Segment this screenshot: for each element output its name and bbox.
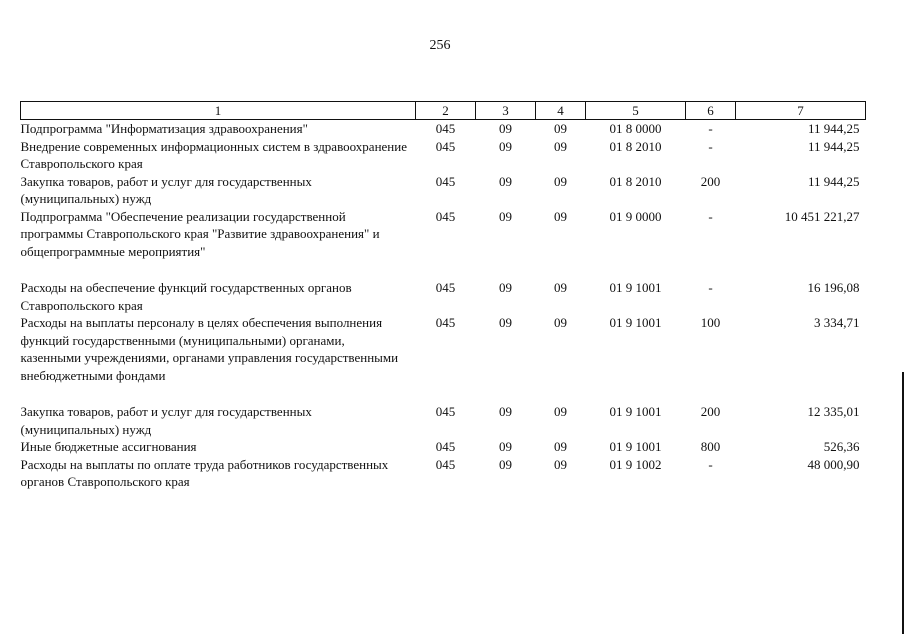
column-header-6: 6	[686, 102, 736, 120]
budget-table	[20, 101, 866, 491]
table-row	[21, 138, 866, 173]
row-code-5: 01 9 1001	[609, 315, 662, 330]
row-code-6: -	[708, 138, 713, 154]
page-number: 256	[429, 38, 451, 53]
row-code-3: 09	[499, 315, 512, 330]
column-header-2: 2	[416, 102, 476, 120]
table-row	[21, 208, 866, 280]
row-code-4: 09	[554, 456, 567, 472]
row-code-2: 045	[435, 280, 456, 295]
row-code-3: 09	[499, 456, 512, 472]
row-code-4: 09	[554, 173, 567, 189]
row-amount: 11 944,25	[807, 138, 860, 154]
row-code-3: 09	[499, 208, 512, 224]
table-row	[21, 120, 866, 138]
row-code-2: 045	[435, 456, 456, 472]
row-code-2: 045	[435, 173, 456, 189]
row-code-2: 045	[435, 121, 456, 136]
row-amount: 16 196,08	[807, 280, 860, 295]
row-name: Расходы на обеспечение функций государственных органов Ставропольского края	[20, 280, 352, 313]
row-code-2: 045	[435, 404, 456, 419]
row-code-5: 01 8 0000	[609, 121, 662, 136]
table-row	[21, 403, 866, 438]
row-amount: 11 944,25	[807, 173, 860, 189]
table-row	[21, 173, 866, 208]
table-row	[21, 279, 866, 314]
row-code-2: 045	[435, 439, 456, 454]
row-code-4: 09	[554, 439, 567, 454]
row-code-6: 200	[700, 173, 721, 189]
row-code-5: 01 9 1002	[609, 456, 662, 472]
scan-edge-line	[902, 372, 904, 634]
column-header-1: 1	[21, 102, 416, 120]
row-name: Внедрение современных информационных систем в здравоохранение Ставропольского края	[20, 138, 407, 171]
row-code-4: 09	[554, 404, 567, 419]
column-header-3: 3	[476, 102, 536, 120]
table-row	[21, 314, 866, 403]
row-code-6: -	[708, 121, 713, 136]
row-name: Подпрограмма "Информатизация здравоохранения"	[20, 121, 308, 136]
row-code-6: 200	[700, 404, 721, 419]
row-code-5: 01 8 2010	[609, 138, 662, 154]
row-code-2: 045	[435, 138, 456, 154]
row-code-3: 09	[499, 121, 512, 136]
table-row	[21, 438, 866, 456]
table-header-row	[21, 102, 866, 120]
row-name: Расходы на выплаты по оплате труда работников государственных органов Ставропольского края	[20, 456, 389, 489]
row-code-5: 01 9 1001	[609, 404, 662, 419]
row-code-3: 09	[499, 439, 512, 454]
row-amount: 526,36	[823, 439, 860, 454]
row-code-4: 09	[554, 315, 567, 330]
row-code-6: -	[708, 456, 713, 472]
row-amount: 12 335,01	[807, 404, 860, 419]
row-code-5: 01 9 1001	[609, 439, 662, 454]
row-name: Подпрограмма "Обеспечение реализации государственной программы Ставропольского края "Развитие здравоохранения" и общепрограммные мероприятия"	[20, 208, 380, 259]
row-code-2: 045	[435, 208, 456, 224]
row-name: Иные бюджетные ассигнования	[20, 439, 197, 454]
row-amount: 11 944,25	[807, 121, 860, 136]
row-code-2: 045	[435, 315, 456, 330]
row-amount: 10 451 221,27	[784, 208, 860, 224]
column-header-5: 5	[586, 102, 686, 120]
row-code-6: -	[708, 208, 713, 224]
row-code-3: 09	[499, 280, 512, 295]
row-code-3: 09	[499, 173, 512, 189]
row-code-3: 09	[499, 138, 512, 154]
row-code-4: 09	[554, 138, 567, 154]
row-code-4: 09	[554, 208, 567, 224]
row-amount: 3 334,71	[814, 315, 860, 330]
row-code-5: 01 8 2010	[609, 173, 662, 189]
row-name: Расходы на выплаты персоналу в целях обеспечения выполнения функций государственными (муниципальными) органами, казенными учреждениями, органами управления государственными внебюджетными фондами	[20, 315, 399, 383]
column-header-4: 4	[536, 102, 586, 120]
row-amount: 48 000,90	[807, 456, 860, 472]
row-code-4: 09	[554, 121, 567, 136]
column-header-7: 7	[736, 102, 866, 120]
table-row	[21, 456, 866, 491]
row-code-6: 800	[700, 439, 721, 454]
row-code-6: -	[708, 280, 713, 295]
row-code-3: 09	[499, 404, 512, 419]
row-code-6: 100	[700, 315, 721, 330]
row-code-5: 01 9 0000	[609, 208, 662, 224]
row-name: Закупка товаров, работ и услуг для государственных (муниципальных) нужд	[20, 404, 312, 437]
row-code-4: 09	[554, 280, 567, 295]
row-code-5: 01 9 1001	[609, 280, 662, 295]
row-name: Закупка товаров, работ и услуг для государственных (муниципальных) нужд	[20, 173, 312, 206]
